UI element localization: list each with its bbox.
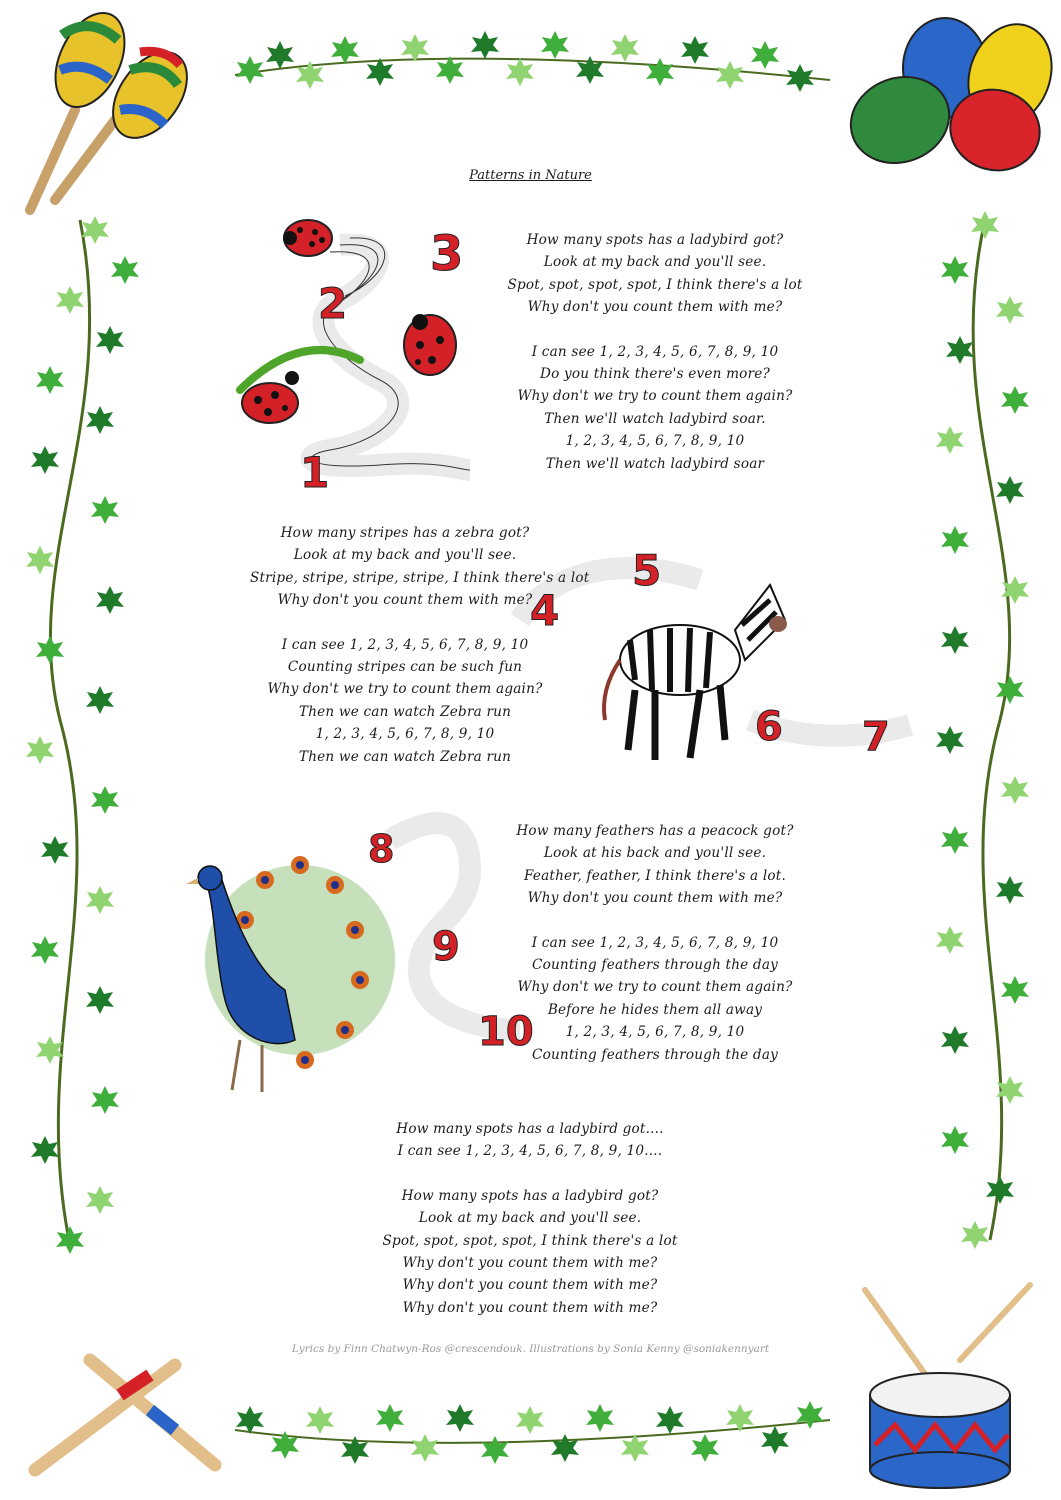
lyric-line: Spot, spot, spot, spot, I think there's a lot <box>382 1232 678 1249</box>
ivy-top-garland <box>235 31 830 92</box>
maracas-icon <box>30 2 202 210</box>
lyric-line: Why don't we try to count them again? <box>517 979 793 996</box>
number-7: 7 <box>862 714 890 760</box>
lyric-line: Counting feathers through the day <box>531 1046 779 1063</box>
egg-shakers-icon <box>839 12 1061 180</box>
lyric-line: Feather, feather, I think there's a lot. <box>524 867 786 884</box>
lyric-line: Then we'll watch ladybird soar <box>545 455 765 472</box>
lyric-line: How many spots has a ladybird got? <box>526 232 784 248</box>
ivy-left-vine <box>26 216 139 1254</box>
lyric-line: Why don't you count them with me? <box>402 1299 658 1316</box>
number-3: 3 <box>430 226 464 282</box>
lyric-line: How many spots has a ladybird got? <box>401 1187 659 1204</box>
lyric-line: Then we'll watch ladybird soar. <box>544 410 766 427</box>
lyric-line: I can see 1, 2, 3, 4, 5, 6, 7, 8, 9, 10 <box>531 343 779 360</box>
credit-line: Lyrics by Finn Chatwyn-Ros @crescendouk. Illustrations by Sonia Kenny @soniakennyart <box>291 1343 770 1355</box>
peacock-icon <box>186 856 395 1092</box>
ivy-bottom-garland <box>235 1401 830 1464</box>
lyric-line: Then we can watch Zebra run <box>298 748 512 765</box>
number-4: 4 <box>530 586 560 635</box>
number-5: 5 <box>632 546 662 595</box>
lyric-line: How many stripes has a zebra got? <box>280 525 530 541</box>
lyric-line: I can see 1, 2, 3, 4, 5, 6, 7, 8, 9, 10.... <box>397 1143 663 1160</box>
lyric-line: Spot, spot, spot, spot, I think there's a lot <box>507 276 803 293</box>
number-2: 2 <box>318 279 348 328</box>
lyric-line: Why don't we try to count them again? <box>517 388 793 405</box>
lyric-line: Counting stripes can be such fun <box>287 659 523 676</box>
lyric-line: How many spots has a ladybird got.... <box>396 1121 664 1137</box>
number-1: 1 <box>300 448 330 497</box>
lyric-line: How many feathers has a peacock got? <box>516 823 794 839</box>
lyric-line: I can see 1, 2, 3, 4, 5, 6, 7, 8, 9, 10 <box>281 636 529 653</box>
ivy-right-vine <box>936 211 1029 1249</box>
lyric-line: Why don't you count them with me? <box>277 592 533 609</box>
lyric-line: Look at his back and you'll see. <box>543 845 767 862</box>
lyric-line: 1, 2, 3, 4, 5, 6, 7, 8, 9, 10 <box>315 726 495 743</box>
staff-peacock <box>390 823 520 1030</box>
number-10: 10 <box>478 1009 534 1055</box>
drum-icon <box>865 1285 1030 1488</box>
lyric-line: Why don't you count them with me? <box>527 299 783 316</box>
lyric-line: Counting feathers through the day <box>531 957 779 974</box>
page-title: Patterns in Nature <box>469 168 592 183</box>
lyric-line: Look at my back and you'll see. <box>543 254 767 271</box>
lyric-line: 1, 2, 3, 4, 5, 6, 7, 8, 9, 10 <box>565 433 745 450</box>
lyric-line: 1, 2, 3, 4, 5, 6, 7, 8, 9, 10 <box>565 1024 745 1041</box>
number-9: 9 <box>432 924 460 970</box>
lyric-line: Before he hides them all away <box>547 1001 763 1018</box>
lyric-line: Stripe, stripe, stripe, stripe, I think there's a lot <box>250 569 590 586</box>
lyric-line: Look at my back and you'll see. <box>418 1210 642 1227</box>
lyric-line: I can see 1, 2, 3, 4, 5, 6, 7, 8, 9, 10 <box>531 934 779 951</box>
number-8: 8 <box>368 827 395 871</box>
lyric-line: Why don't you count them with me? <box>527 890 783 907</box>
lyric-line: Look at my back and you'll see. <box>293 547 517 564</box>
lyric-line: Do you think there's even more? <box>539 366 770 383</box>
lyric-line: Why don't you count them with me? <box>402 1277 658 1294</box>
lyric-line: Why don't you count them with me? <box>402 1255 658 1272</box>
number-6: 6 <box>755 704 783 750</box>
lyric-line: Why don't we try to count them again? <box>267 681 543 698</box>
lyric-line: Then we can watch Zebra run <box>298 703 512 720</box>
rhythm-sticks-icon <box>35 1360 215 1470</box>
